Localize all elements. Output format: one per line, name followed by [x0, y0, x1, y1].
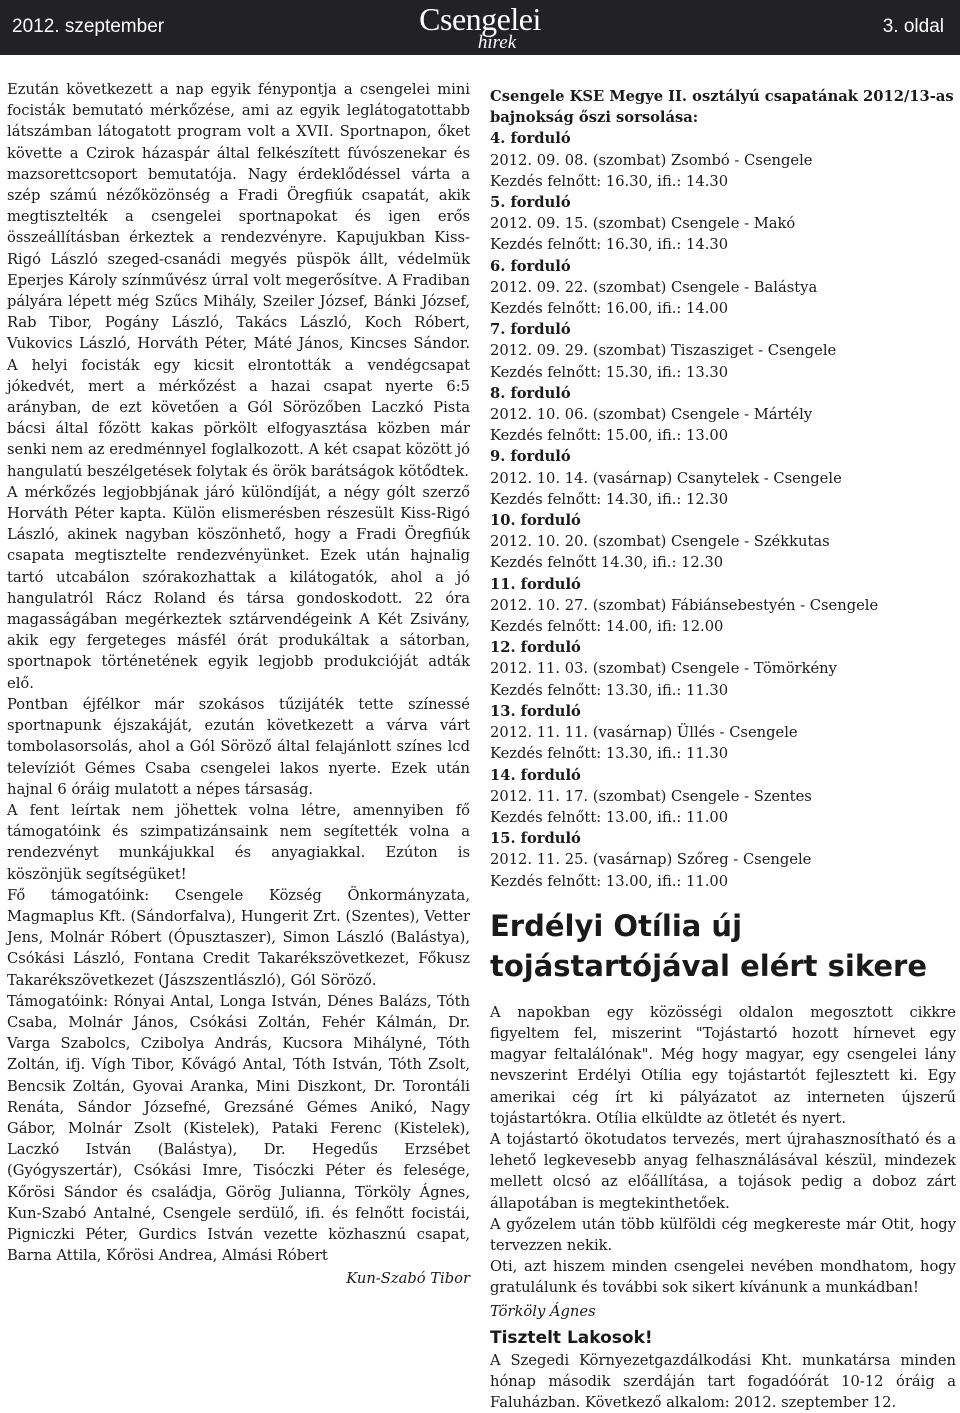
- match-line: 2012. 09. 15. (szombat) Csengele - Makó: [490, 215, 796, 233]
- schedule-item: [490, 256, 956, 320]
- kickoff-times: Kezdés felnőtt: 15.30, ifi.: 13.30: [490, 363, 729, 381]
- match-line: 2012. 10. 27. (szombat) Fábiánsebestyén - Csengele: [490, 596, 879, 614]
- page-number: 3. oldal: [882, 16, 944, 37]
- schedule-item: [490, 192, 956, 256]
- schedule-item: [490, 637, 956, 701]
- article-paragraph: A győzelem után több külföldi cég megkereste már Otit, hogy tervezzen nekik.: [490, 1215, 956, 1254]
- schedule-item: [490, 510, 956, 574]
- round-label: 11. forduló: [490, 575, 581, 593]
- notice-section: [490, 1326, 956, 1413]
- round-label: 5. forduló: [490, 194, 571, 212]
- round-label: 4. forduló: [490, 130, 571, 148]
- match-line: 2012. 11. 03. (szombat) Csengele - Tömörkény: [490, 660, 837, 678]
- schedule-title: Csengele KSE Megye II. osztályú csapatának 2012/13-as bajnokság őszi sorsolása:: [490, 88, 954, 127]
- sponsors-paragraph: Fő támogatóink: Csengele Község Önkormányzata, Magmaplus Kft. (Sándorfalva), Hungerit Zrt. (Szentes), Vetter Jens, Molnár Róbert (Ópusztaszer), Simon László (Balástya), Csókási László, Fontana Credit Takarékszövetkezet, Főkusz Takarékszövetkezet (Jászszentlászló), Gól Söröző.: [7, 886, 470, 989]
- article-signature: Törköly Ágnes: [490, 1302, 596, 1320]
- kickoff-times: Kezdés felnőtt: 14.30, ifi.: 12.30: [490, 490, 729, 508]
- kickoff-times: Kezdés felnőtt: 13.30, ifi.: 11.30: [490, 681, 729, 699]
- match-line: 2012. 11. 11. (vasárnap) Üllés - Csengele: [490, 724, 798, 742]
- kickoff-times: Kezdés felnőtt: 13.30, ifi.: 11.30: [490, 745, 729, 763]
- notice-title: Tisztelt Lakosok!: [490, 1327, 653, 1348]
- article-signature: Kun-Szabó Tibor: [346, 1270, 470, 1288]
- schedule-section: [490, 86, 956, 892]
- round-label: 8. forduló: [490, 384, 571, 402]
- article-paragraph: A tojástartó ökotudatos tervezés, mert újrahasznosítható és a lehető legkevesebb anyag felhasználásával készül, mindezek mellett olcsó az előállítása, a tojások pedig a doboz zárt állapotában is megtekinthetőek.: [490, 1130, 956, 1212]
- match-line: 2012. 10. 06. (szombat) Csengele - Mártély: [490, 406, 813, 424]
- match-line: 2012. 10. 20. (szombat) Csengele - Székkutas: [490, 533, 830, 551]
- right-column: [490, 86, 956, 1413]
- schedule-item: [490, 446, 956, 510]
- schedule-item: [490, 701, 956, 765]
- round-label: 7. forduló: [490, 321, 571, 339]
- schedule-item: [490, 574, 956, 638]
- egg-carton-article: [490, 906, 956, 1322]
- kickoff-times: Kezdés felnőtt: 13.00, ifi.: 11.00: [490, 872, 729, 890]
- kickoff-times: Kezdés felnőtt: 15.00, ifi.: 13.00: [490, 427, 729, 445]
- masthead-logo: [0, 1, 960, 53]
- round-label: 13. forduló: [490, 702, 581, 720]
- article-paragraph: Oti, azt hiszem minden csengelei nevében mondhatom, hogy gratulálunk és további sok sikert kívánunk a munkádban!: [490, 1258, 956, 1297]
- match-line: 2012. 11. 25. (vasárnap) Szőreg - Csengele: [490, 851, 812, 869]
- schedule-item: [490, 383, 956, 447]
- kickoff-times: Kezdés felnőtt: 14.00, ifi: 12.00: [490, 618, 724, 636]
- round-label: 14. forduló: [490, 766, 581, 784]
- schedule-item: [490, 319, 956, 383]
- schedule-item: [490, 128, 956, 192]
- round-label: 6. forduló: [490, 257, 571, 275]
- match-line: 2012. 09. 22. (szombat) Csengele - Balástya: [490, 278, 818, 296]
- left-column-article: [7, 79, 470, 1290]
- article-paragraph: A mérkőzés legjobbjának járó különdíját, a négy gólt szerző Horváth Péter kapta. Külön elismerésben részesült Kiss-Rigó László, akinek nagyban köszönhető, hogy a Fradi Öregfiúk csapata megtisztelte rendezvényünket. Ezek után hajnalig tartó utcabálon szórakozhattak a kilátogatók, ahol a jó hangulatról Rácz Roland és társa gondoskodott. 22 óra magasságában megérkeztek sztárvendégeink A Két Zsivány, akik egy fergeteges másfél órát produkáltak a sátorban, sportnapok történetének egyik legjobb produkcióját adták elő.: [7, 483, 470, 692]
- kickoff-times: Kezdés felnőtt 14.30, ifi.: 12.30: [490, 554, 724, 572]
- schedule-item: [490, 765, 956, 829]
- round-label: 9. forduló: [490, 448, 571, 466]
- supporters-paragraph: Támogatóink: Rónyai Antal, Longa István, Dénes Balázs, Tóth Csaba, Molnár János, Csókási Zoltán, Fehér Kálmán, Dr. Varga Szabolcs, Czibolya András, Kucsora Mihályné, Tóth Zoltán, ifj. Vígh Tibor, Kővágó Antal, Tóth István, Tóth Zsolt, Bencsik Zoltán, Gyovai Aranka, Mini Diszkont, Dr. Torontáli Renáta, Sándor Józsefné, Grezsáné Gémes Anikó, Nagy Gábor, Molnár Zsolt (Kistelek), Pataki Ferenc (Kistelek), Laczkó István (Balástya), Dr. Hegedűs Erzsébet (Gyógyszertár), Csókási Imre, Tisóczki Péter és felesége, Kőrösi Sándor és családja, Görög Julianna, Törköly Ágnes, Kun-Szabó Antalné, Csengele serdülő, ifi. és felnőtt focistái, Pigniczki Péter, Gurdics István vezette közhasznú csapat, Barna Attila, Kőrösi Andrea, Almási Róbert: [7, 992, 470, 1265]
- logo-subtitle: hírek: [477, 32, 517, 53]
- match-line: 2012. 10. 14. (vasárnap) Csanytelek - Csengele: [490, 469, 842, 487]
- match-line: 2012. 09. 08. (szombat) Zsombó - Csengele: [490, 151, 813, 169]
- article-paragraph: Pontban éjfélkor már szokásos tűzijáték tette színessé sportnapunk éjszakáját, ezután következett a várva várt tombolasorsolás, ahol a Gól Söröző által felajánlott színes lcd televíziót Gémes Csaba csengelei lakos nyerte. Ezek után hajnal 6 óráig mulatott a népes társaság.: [7, 695, 470, 798]
- kickoff-times: Kezdés felnőtt: 16.30, ifi.: 14.30: [490, 172, 729, 190]
- page-header: [0, 0, 960, 55]
- article-paragraph: Ezután következett a nap egyik fénypontja a csengelei mini focisták bemutató mérkőzése, ami az egyik leglátogatottabb látszámban látogatott program volt a XVII. Sportnapon, őket követte a Czirok házaspár által felkészített fúvószenekar és mazsorettcsoport bemutatója. Nagy érdeklődéssel várta a szép számú nézőközönség a Fradi Öregfiúk csapatát, akik megtisztelték a csengelei sportnapokat és igen erős összeállításban érkeztek a rendezvényre. Kapujukban Kiss-Rigó László szeged-csanádi megyés püspök állt, védelmük Eperjes Károly színművész úrral volt megerősítve. A Fradiban pályára lépett még Szűcs Mihály, Szeiler József, Bánki József, Rab Tibor, Pogány László, Takács László, Koch Róbert, Vukovics László, Horváth Péter, Máté János, Kincses Sándor. A helyi focisták egy kicsit elrontották a vendégcsapat jókedvét, mert a mérkőzést a hazai csapat nyerte 6:5 arányban, de ezt követően a Gól Sörözőben Laczkó Pista bácsi által főzött kakas pörkölt elfogyasztása közben már senki nem az eredménnyel foglalkozott. A két csapat között jó hangulatú beszélgetések folytak és örök barátságok kötődtek.: [7, 81, 470, 480]
- kickoff-times: Kezdés felnőtt: 16.30, ifi.: 14.30: [490, 236, 729, 254]
- match-line: 2012. 11. 17. (szombat) Csengele - Szentes: [490, 787, 812, 805]
- notice-text: A Szegedi Környezetgazdálkodási Kht. munkatársa minden hónap második szerdáján tart fogadóórát 10-12 óráig a Faluházban. Következő alkalom: 2012. szeptember 12.: [490, 1351, 956, 1412]
- article-headline: Erdélyi Otília új tojástartójával elért sikere: [490, 908, 927, 983]
- schedule-item: [490, 828, 956, 892]
- kickoff-times: Kezdés felnőtt: 16.00, ifi.: 14.00: [490, 300, 729, 318]
- round-label: 15. forduló: [490, 830, 581, 848]
- issue-date: 2012. szeptember: [12, 16, 165, 37]
- article-paragraph: A fent leírtak nem jöhettek volna létre, amennyiben fő támogatóink és szimpatizánsaink nem segítették volna a rendezvényt munkájukkal és anyagiakkal. Ezúton is köszönjük segítségüket!: [7, 801, 470, 883]
- round-label: 12. forduló: [490, 639, 581, 657]
- logo-title: Csengelei: [419, 1, 541, 37]
- kickoff-times: Kezdés felnőtt: 13.00, ifi.: 11.00: [490, 808, 729, 826]
- article-paragraph: A napokban egy közösségi oldalon megosztott cikkre figyeltem fel, miszerint "Tojástartó hozott hírnevet egy magyar feltalálónak". Még hogy magyar, egy csengelei lány nevszerint Erdélyi Otília egy tojástartót fejlesztett ki. Egy amerikai cég írt ki pályázatot az interneten újszerű tojástartókra. Otília elküldte az ötletét és nyert.: [490, 1003, 956, 1127]
- schedule-list: [490, 128, 956, 891]
- round-label: 10. forduló: [490, 512, 581, 530]
- match-line: 2012. 09. 29. (szombat) Tiszasziget - Csengele: [490, 342, 837, 360]
